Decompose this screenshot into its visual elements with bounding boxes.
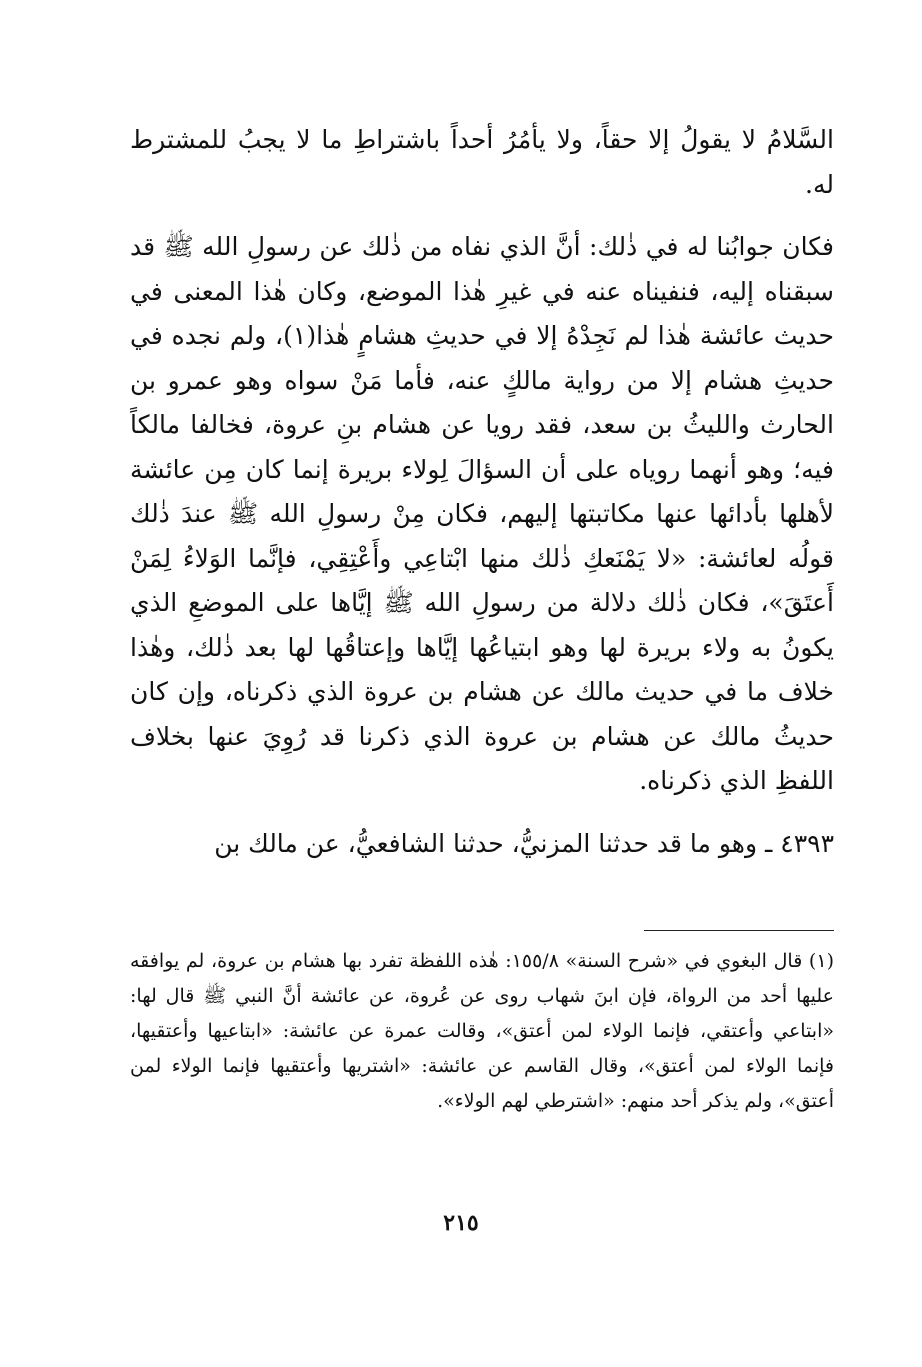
paragraph-continuation: السَّلامُ لا يقولُ إلا حقاً، ولا يأمُرُ أحداً باشتراطِ ما لا يجبُ للمشترط له.	[130, 125, 834, 199]
footnote-divider	[644, 930, 834, 931]
page-number: ٢١٥	[443, 1210, 479, 1236]
footnotes	[130, 944, 834, 1119]
paragraph-hadith-4393: ٤٣٩٣ ـ وهو ما قد حدثنا المزنيُّ، حدثنا الشافعيُّ، عن مالك بن	[214, 828, 834, 858]
footnote-1: (١) قال البغوي في «شرح السنة» ١٥٥/٨: هٰذه اللفظة تفرد بها هشام بن عروة، لم يوافقه عليها أحد من الرواة، فإن ابنَ شهاب روى عن عُروة، عن عائشة أنَّ النبي ﷺ قال لها: «ابتاعي وأعتقي، فإنما الولاء لمن أعتق»، وقالت عمرة عن عائشة: «ابتاعيها وأعتقيها، فإنما الولاء لمن أعتق»، وقال القاسم عن عائشة: «اشتريها وأعتقيها فإنما الولاء لمن أعتق»، ولم يذكر أحد منهم: «اشترطي لهم الولاء».	[130, 950, 834, 1112]
main-text	[130, 118, 834, 866]
paragraph-answer: فكان جوابُنا له في ذٰلك: أنَّ الذي نفاه من ذٰلك عن رسولِ الله ﷺ قد سبقناه إليه، فنفيناه عنه في غيرِ هٰذا الموضع، وكان هٰذا المعنى في حديث عائشة هٰذا لم نَجِدْهُ إلا في حديثِ هشامٍ هٰذا(١)، ولم نجده في حديثِ هشام إلا من رواية مالكٍ عنه، فأما مَنْ سواه وهو عمرو بن الحارث والليثُ بن سعد، فقد رويا عن هشام بنِ عروة، فخالفا مالكاً فيه؛ وهو أنهما روياه على أن السؤالَ لِولاء بريرة إنما كان مِن عائشة لأهلها بأدائها عنها مكاتبتها إليهم، فكان مِنْ رسولِ الله ﷺ عندَ ذٰلك قولُه لعائشة: «لا يَمْنَعكِ ذٰلك منها ابْتاعِي وأَعْتِقِي، فإنَّما الوَلاءُ لِمَنْ أَعتَقَ»، فكان ذٰلك دلالة من رسولِ الله ﷺ إيَّاها على الموضعِ الذي يكونُ به ولاء بريرة لها وهو ابتياعُها إيَّاها وإعتاقُها لها بعد ذٰلك، وهٰذا خلاف ما في حديث مالك عن هشام بن عروة الذي ذكرناه، وإن كان حديثُ مالك عن هشام بن عروة الذي ذكرنا قد رُوِيَ عنها بخلاف اللفظِ الذي ذكرناه.	[130, 232, 834, 795]
